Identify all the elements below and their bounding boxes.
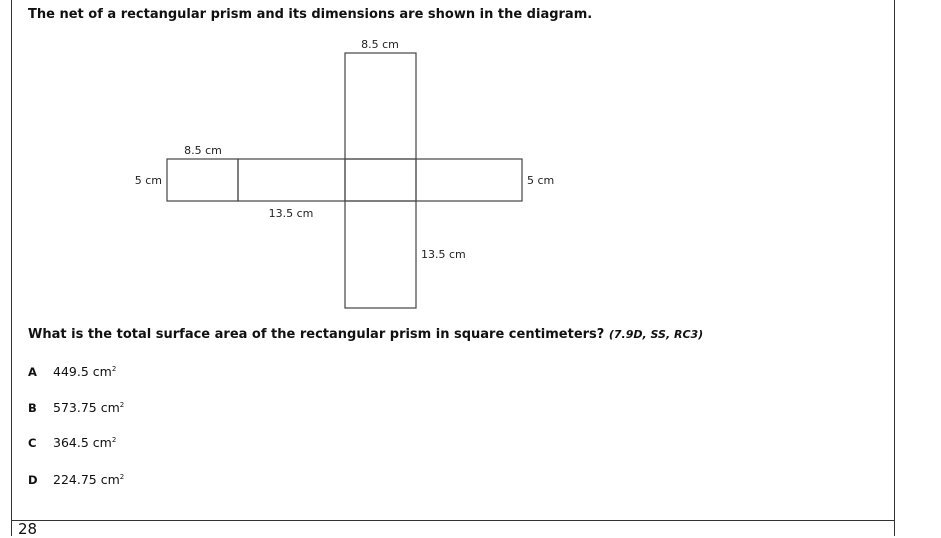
label-left-height: 5 cm xyxy=(134,174,162,187)
choice-c[interactable] xyxy=(28,435,116,450)
page-footer-frame xyxy=(11,520,895,536)
label-lower-length: 13.5 cm xyxy=(421,248,466,261)
choice-value: 573.75 xyxy=(53,400,97,415)
net-center-face xyxy=(345,159,416,201)
net-top-face xyxy=(345,53,416,159)
choice-unit: $cm^2$ xyxy=(100,472,125,487)
choice-letter: B xyxy=(28,401,37,415)
choice-unit: $cm^2$ xyxy=(100,400,125,415)
net-left-face xyxy=(238,159,345,201)
label-bottom-length: 13.5 cm xyxy=(268,207,314,220)
net-bottom-face xyxy=(345,201,416,308)
net-left-end-face xyxy=(167,159,238,201)
question-text xyxy=(28,327,703,342)
choice-value: 364.5 xyxy=(53,435,89,450)
choice-a[interactable] xyxy=(28,364,116,379)
question-prompt: The net of a rectangular prism and its dimensions are shown in the diagram. xyxy=(28,7,593,22)
label-top-width: 8.5 cm xyxy=(361,38,399,51)
choice-letter: A xyxy=(28,365,37,379)
choice-letter: D xyxy=(28,473,38,487)
choice-letter: C xyxy=(28,436,37,450)
choice-value: 224.75 xyxy=(53,472,97,487)
label-left-width: 8.5 cm xyxy=(184,144,222,157)
question-body: What is the total surface area of the rectangular prism in square centimeters? xyxy=(28,327,605,342)
page-number: 28 xyxy=(18,520,38,538)
net-right-face xyxy=(416,159,522,201)
label-right-height: 5 cm xyxy=(527,174,555,187)
question-reference: (7.9D, SS, RC3) xyxy=(608,328,704,341)
choice-value: 449.5 xyxy=(53,364,89,379)
choice-b[interactable] xyxy=(28,400,124,415)
choice-unit: $cm^2$ xyxy=(92,364,117,379)
choice-unit: $cm^2$ xyxy=(92,435,117,450)
choice-d[interactable] xyxy=(28,472,124,487)
